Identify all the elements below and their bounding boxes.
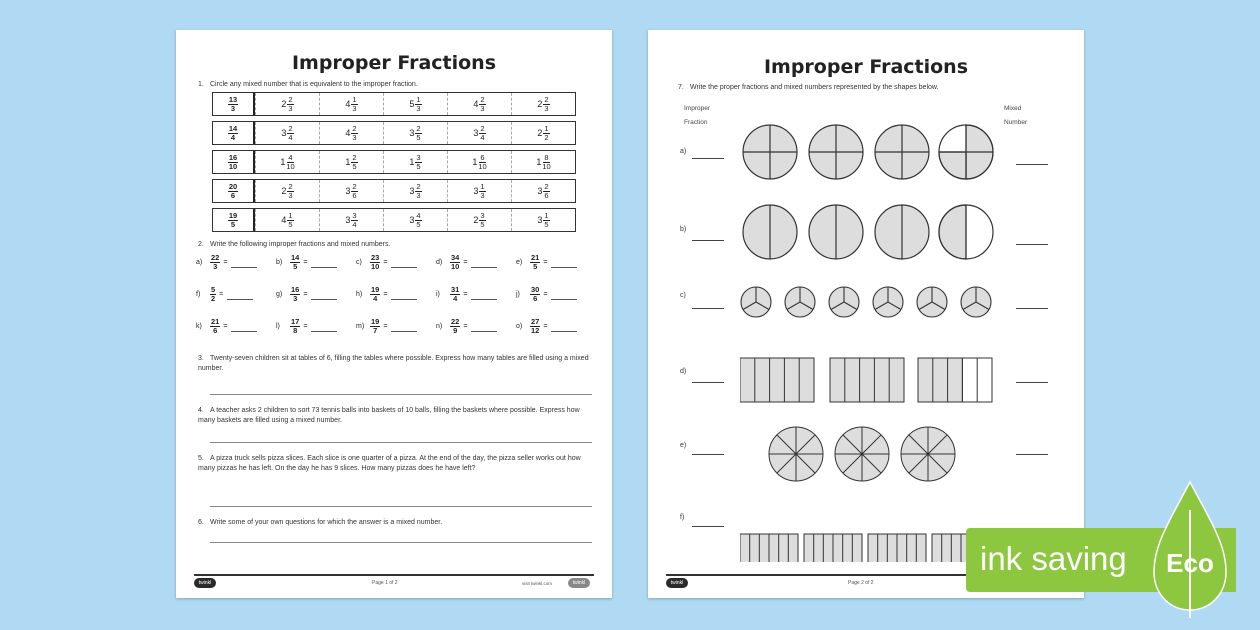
fraction: $\frac{16}{3}$	[291, 285, 300, 303]
fraction: $\frac{14}{4}$	[228, 123, 238, 142]
footer-rule	[194, 574, 594, 576]
answer-blank[interactable]	[1016, 308, 1048, 309]
item-label: b)	[276, 259, 283, 266]
fraction: $\frac{1}{3}$	[352, 94, 357, 113]
fraction: $\frac{2}{4}$	[480, 123, 485, 142]
option-cell[interactable]	[383, 122, 447, 144]
fraction: $\frac{17}{8}$	[291, 317, 300, 335]
fraction: $\frac{3}{5}$	[416, 152, 421, 171]
col-improper-fraction: Improper Fraction	[684, 105, 711, 126]
option-cell[interactable]	[383, 93, 447, 115]
row-label: a)	[680, 148, 687, 155]
fraction: $\frac{19}{4}$	[371, 285, 380, 303]
answer-blank[interactable]	[471, 290, 497, 300]
option-cell[interactable]	[319, 209, 383, 231]
option-cell[interactable]	[383, 180, 447, 202]
equals-sign: =	[383, 291, 388, 298]
q2-item	[436, 254, 516, 271]
equals-sign: =	[303, 291, 308, 298]
question-5: 5. A pizza truck sells pizza slices. Each slice is one quarter of a pizza. At the end of the day, the pizza seller works out how many pizzas he has left. On the day he has 9 slices. How many pizzas does he have left?	[198, 455, 581, 472]
fraction: $\frac{20}{6}$	[228, 181, 238, 200]
option-cell[interactable]	[319, 122, 383, 144]
mixed-number[interactable]: 3 $\frac{2}{4}$	[281, 123, 293, 142]
fraction: $\frac{19}{7}$	[371, 317, 380, 335]
rect-fifths-row	[740, 358, 992, 402]
option-cell[interactable]	[383, 151, 447, 173]
item-label: k)	[196, 323, 202, 330]
answer-blank[interactable]	[1016, 164, 1048, 165]
equals-sign: =	[463, 259, 468, 266]
circle-thirds-row	[741, 287, 991, 317]
worksheet-page-2	[648, 30, 1084, 598]
option-cell[interactable]	[511, 180, 575, 202]
fraction: $\frac{1}{5}$	[288, 210, 293, 229]
fraction: $\frac{6}{10}$	[478, 152, 487, 171]
answer-blank[interactable]	[471, 322, 497, 332]
equals-sign: =	[303, 323, 308, 330]
item-label: i)	[436, 291, 440, 298]
question-1: 1. Circle any mixed number that is equivalent to the improper fraction.	[198, 81, 418, 88]
fraction: $\frac{1}{3}$	[416, 94, 421, 113]
equals-sign: =	[219, 291, 224, 298]
question-7: 7. Write the proper fractions and mixed numbers represented by the shapes below.	[678, 84, 939, 91]
q2-item	[516, 318, 596, 335]
mixed-number[interactable]: 3 $\frac{2}{6}$	[537, 181, 549, 200]
option-cell[interactable]	[383, 209, 447, 231]
mixed-number[interactable]: 1 $\frac{3}{5}$	[409, 152, 421, 171]
item-label: o)	[516, 323, 523, 330]
answer-line[interactable]	[210, 394, 592, 395]
improper-fraction-cell	[213, 122, 255, 144]
answer-blank[interactable]	[551, 290, 577, 300]
mixed-number[interactable]: 4 $\frac{2}{3}$	[473, 94, 485, 113]
answer-blank[interactable]	[391, 290, 417, 300]
mixed-number[interactable]: 1 $\frac{2}{5}$	[345, 152, 357, 171]
option-cell[interactable]	[255, 122, 319, 144]
q2-item	[356, 318, 436, 335]
mixed-number[interactable]: 3 $\frac{2}{4}$	[473, 123, 485, 142]
option-cell[interactable]	[255, 93, 319, 115]
q1-row	[212, 179, 576, 203]
equals-sign: =	[383, 259, 388, 266]
equals-sign: =	[463, 291, 468, 298]
circle-halves-row	[743, 205, 993, 259]
circle-eighths-row	[769, 427, 955, 481]
mixed-number[interactable]: 3 $\frac{4}{5}$	[409, 210, 421, 229]
answer-line[interactable]	[210, 506, 592, 507]
answer-blank[interactable]	[551, 322, 577, 332]
fraction: $\frac{22}{9}$	[451, 317, 460, 335]
fraction: $\frac{2}{6}$	[544, 181, 549, 200]
mixed-number[interactable]: 3 $\frac{2}{5}$	[409, 123, 421, 142]
row-label: b)	[680, 226, 687, 233]
option-cell[interactable]	[511, 209, 575, 231]
q2-item	[196, 318, 276, 335]
q1-row	[212, 150, 576, 174]
fraction: $\frac{13}{3}$	[228, 94, 238, 113]
mixed-number[interactable]: 3 $\frac{2}{3}$	[409, 181, 421, 200]
fraction: $\frac{2}{6}$	[352, 181, 357, 200]
option-cell[interactable]	[255, 180, 319, 202]
q2-item	[436, 286, 516, 303]
q2-item	[196, 286, 276, 303]
item-label: a)	[196, 259, 203, 266]
q2-item	[356, 286, 436, 303]
col-mixed-number: Mixed Number	[1004, 105, 1028, 126]
q2-row	[196, 318, 596, 335]
option-cell[interactable]	[255, 151, 319, 173]
option-cell[interactable]	[447, 122, 511, 144]
row-label: d)	[680, 368, 687, 375]
mixed-number[interactable]: 2 $\frac{2}{3}$	[281, 94, 293, 113]
fraction: $\frac{3}{5}$	[480, 210, 485, 229]
equals-sign: =	[463, 323, 468, 330]
item-label: l)	[276, 323, 280, 330]
fraction: $\frac{4}{10}$	[286, 152, 295, 171]
equals-sign: =	[543, 259, 548, 266]
option-cell[interactable]	[447, 93, 511, 115]
rect-sixths-row	[740, 534, 990, 562]
answer-blank[interactable]	[471, 258, 497, 268]
answer-blank[interactable]	[1016, 244, 1048, 245]
answer-blank[interactable]	[311, 322, 337, 332]
mixed-number[interactable]: 5 $\frac{1}{3}$	[409, 94, 421, 113]
twinkl-logo: twinkl	[568, 578, 590, 588]
mixed-number[interactable]: 1 $\frac{8}{10}$	[536, 152, 551, 171]
equals-sign: =	[383, 323, 388, 330]
equals-sign: =	[543, 291, 548, 298]
improper-fraction-cell	[213, 151, 255, 173]
q2-item	[276, 318, 356, 335]
q2-item	[516, 286, 596, 303]
q2-row	[196, 286, 596, 303]
fraction: $\frac{22}{3}$	[211, 253, 220, 271]
item-label: m)	[356, 323, 365, 330]
fraction-shapes	[740, 122, 1002, 562]
fraction: $\frac{2}{3}$	[480, 94, 485, 113]
answer-blank[interactable]	[692, 526, 724, 527]
fraction: $\frac{2}{3}$	[352, 123, 357, 142]
mixed-number[interactable]: 4 $\frac{2}{3}$	[345, 123, 357, 142]
answer-blank[interactable]	[227, 290, 253, 300]
twinkl-logo: twinkl	[666, 578, 688, 588]
mixed-number[interactable]: 3 $\frac{2}{6}$	[345, 181, 357, 200]
answer-blank[interactable]	[1016, 382, 1048, 383]
fraction: $\frac{4}{5}$	[416, 210, 421, 229]
item-label: f)	[196, 291, 201, 298]
option-cell[interactable]	[447, 151, 511, 173]
option-cell[interactable]	[319, 93, 383, 115]
answer-blank[interactable]	[692, 308, 724, 309]
answer-blank[interactable]	[692, 454, 724, 455]
q1-row	[212, 121, 576, 145]
answer-blank[interactable]	[1016, 454, 1048, 455]
answer-line[interactable]	[210, 542, 592, 543]
fraction: $\frac{2}{3}$	[416, 181, 421, 200]
footer-url: visit twinkl.com	[522, 581, 553, 586]
fraction: $\frac{14}{5}$	[291, 253, 300, 271]
answer-blank[interactable]	[311, 258, 337, 268]
improper-fraction-cell	[213, 93, 255, 115]
answer-blank[interactable]	[311, 290, 337, 300]
q2-item	[516, 254, 596, 271]
option-cell[interactable]	[511, 122, 575, 144]
fraction: $\frac{31}{4}$	[451, 285, 460, 303]
fraction: $\frac{30}{6}$	[531, 285, 540, 303]
fraction: $\frac{2}{4}$	[288, 123, 293, 142]
question-3: 3. Twenty-seven children sit at tables of 6, filling the tables where possible. Express how many tables are filled using a mixed number.	[198, 355, 589, 372]
fraction: $\frac{34}{10}$	[451, 253, 460, 271]
fraction: $\frac{2}{3}$	[288, 94, 293, 113]
fraction: $\frac{1}{5}$	[544, 210, 549, 229]
option-cell[interactable]	[511, 151, 575, 173]
equals-sign: =	[223, 323, 228, 330]
fraction: $\frac{2}{5}$	[416, 123, 421, 142]
q1-row	[212, 92, 576, 116]
answer-line[interactable]	[210, 442, 592, 443]
q2-row	[196, 254, 596, 271]
twinkl-logo: twinkl	[194, 578, 216, 588]
item-label: h)	[356, 291, 363, 298]
answer-blank[interactable]	[692, 382, 724, 383]
mixed-number[interactable]: 4 $\frac{1}{5}$	[281, 210, 293, 229]
item-label: c)	[356, 259, 362, 266]
fraction: $\frac{16}{10}$	[228, 152, 238, 171]
fraction: $\frac{21}{6}$	[211, 317, 220, 335]
row-label: c)	[680, 292, 686, 299]
page-number: Page 2 of 2	[848, 580, 874, 586]
equals-sign: =	[303, 259, 308, 266]
mixed-number[interactable]: 1 $\frac{4}{10}$	[280, 152, 295, 171]
q1-row	[212, 208, 576, 232]
q2-item	[356, 254, 436, 271]
row-label: e)	[680, 442, 687, 449]
q2-item	[196, 254, 276, 271]
answer-blank[interactable]	[231, 322, 257, 332]
option-cell[interactable]	[447, 209, 511, 231]
option-cell[interactable]	[511, 93, 575, 115]
fraction: $\frac{2}{5}$	[352, 152, 357, 171]
row-label: f)	[680, 514, 685, 521]
question-4: 4. A teacher asks 2 children to sort 73 tennis balls into baskets of 10 balls, filling the baskets where possible. Express how many baskets are filled using a mixed number.	[198, 407, 580, 424]
answer-blank[interactable]	[551, 258, 577, 268]
answer-blank[interactable]	[692, 240, 724, 241]
equals-sign: =	[543, 323, 548, 330]
answer-blank[interactable]	[391, 322, 417, 332]
improper-fraction-cell	[213, 209, 255, 231]
mixed-number[interactable]: 1 $\frac{6}{10}$	[472, 152, 487, 171]
fraction: $\frac{5}{2}$	[211, 285, 216, 303]
item-label: n)	[436, 323, 443, 330]
answer-blank[interactable]	[692, 158, 724, 159]
fraction: $\frac{1}{2}$	[544, 123, 549, 142]
mixed-number[interactable]: 4 $\frac{1}{3}$	[345, 94, 357, 113]
mixed-number[interactable]: 3 $\frac{1}{5}$	[537, 210, 549, 229]
question-2: 2. Write the following improper fractions and mixed numbers.	[198, 241, 391, 248]
page-title: Improper Fractions	[763, 56, 969, 78]
mixed-number[interactable]: 2 $\frac{2}{3}$	[537, 94, 549, 113]
item-label: e)	[516, 259, 523, 266]
fraction: $\frac{1}{3}$	[480, 181, 485, 200]
option-cell[interactable]	[319, 180, 383, 202]
q2-item	[276, 254, 356, 271]
item-label: j)	[516, 291, 520, 298]
eco-label: Eco	[1166, 548, 1214, 578]
fraction: $\frac{23}{10}$	[371, 253, 380, 271]
page-number: Page 1 of 2	[372, 580, 398, 586]
question-6: 6. Write some of your own questions for which the answer is a mixed number.	[198, 519, 443, 526]
fraction: $\frac{8}{10}$	[542, 152, 551, 171]
fraction: $\frac{27}{12}$	[531, 317, 540, 335]
equals-sign: =	[223, 259, 228, 266]
ink-saving-text: ink saving	[980, 540, 1127, 577]
fraction: $\frac{2}{3}$	[544, 94, 549, 113]
option-cell[interactable]	[319, 151, 383, 173]
item-label: g)	[276, 291, 283, 298]
mixed-number[interactable]: 3 $\frac{3}{4}$	[345, 210, 357, 229]
mixed-number[interactable]: 3 $\frac{1}{3}$	[473, 181, 485, 200]
fraction: $\frac{21}{5}$	[531, 253, 540, 271]
improper-fraction-cell	[213, 180, 255, 202]
mixed-number[interactable]: 2 $\frac{3}{5}$	[473, 210, 485, 229]
answer-blank[interactable]	[391, 258, 417, 268]
mixed-number[interactable]: 2 $\frac{2}{3}$	[281, 181, 293, 200]
fraction: $\frac{2}{3}$	[288, 181, 293, 200]
worksheet-page-1	[176, 30, 612, 598]
item-label: d)	[436, 259, 443, 266]
fraction: $\frac{3}{4}$	[352, 210, 357, 229]
mixed-number[interactable]: 2 $\frac{1}{2}$	[537, 123, 549, 142]
option-cell[interactable]	[255, 209, 319, 231]
page-title: Improper Fractions	[291, 52, 497, 74]
q2-item	[436, 318, 516, 335]
answer-blank[interactable]	[231, 258, 257, 268]
option-cell[interactable]	[447, 180, 511, 202]
circle-quarters-row	[743, 125, 993, 179]
fraction: $\frac{19}{5}$	[228, 210, 238, 229]
q2-item	[276, 286, 356, 303]
leaf-icon	[1150, 480, 1230, 620]
